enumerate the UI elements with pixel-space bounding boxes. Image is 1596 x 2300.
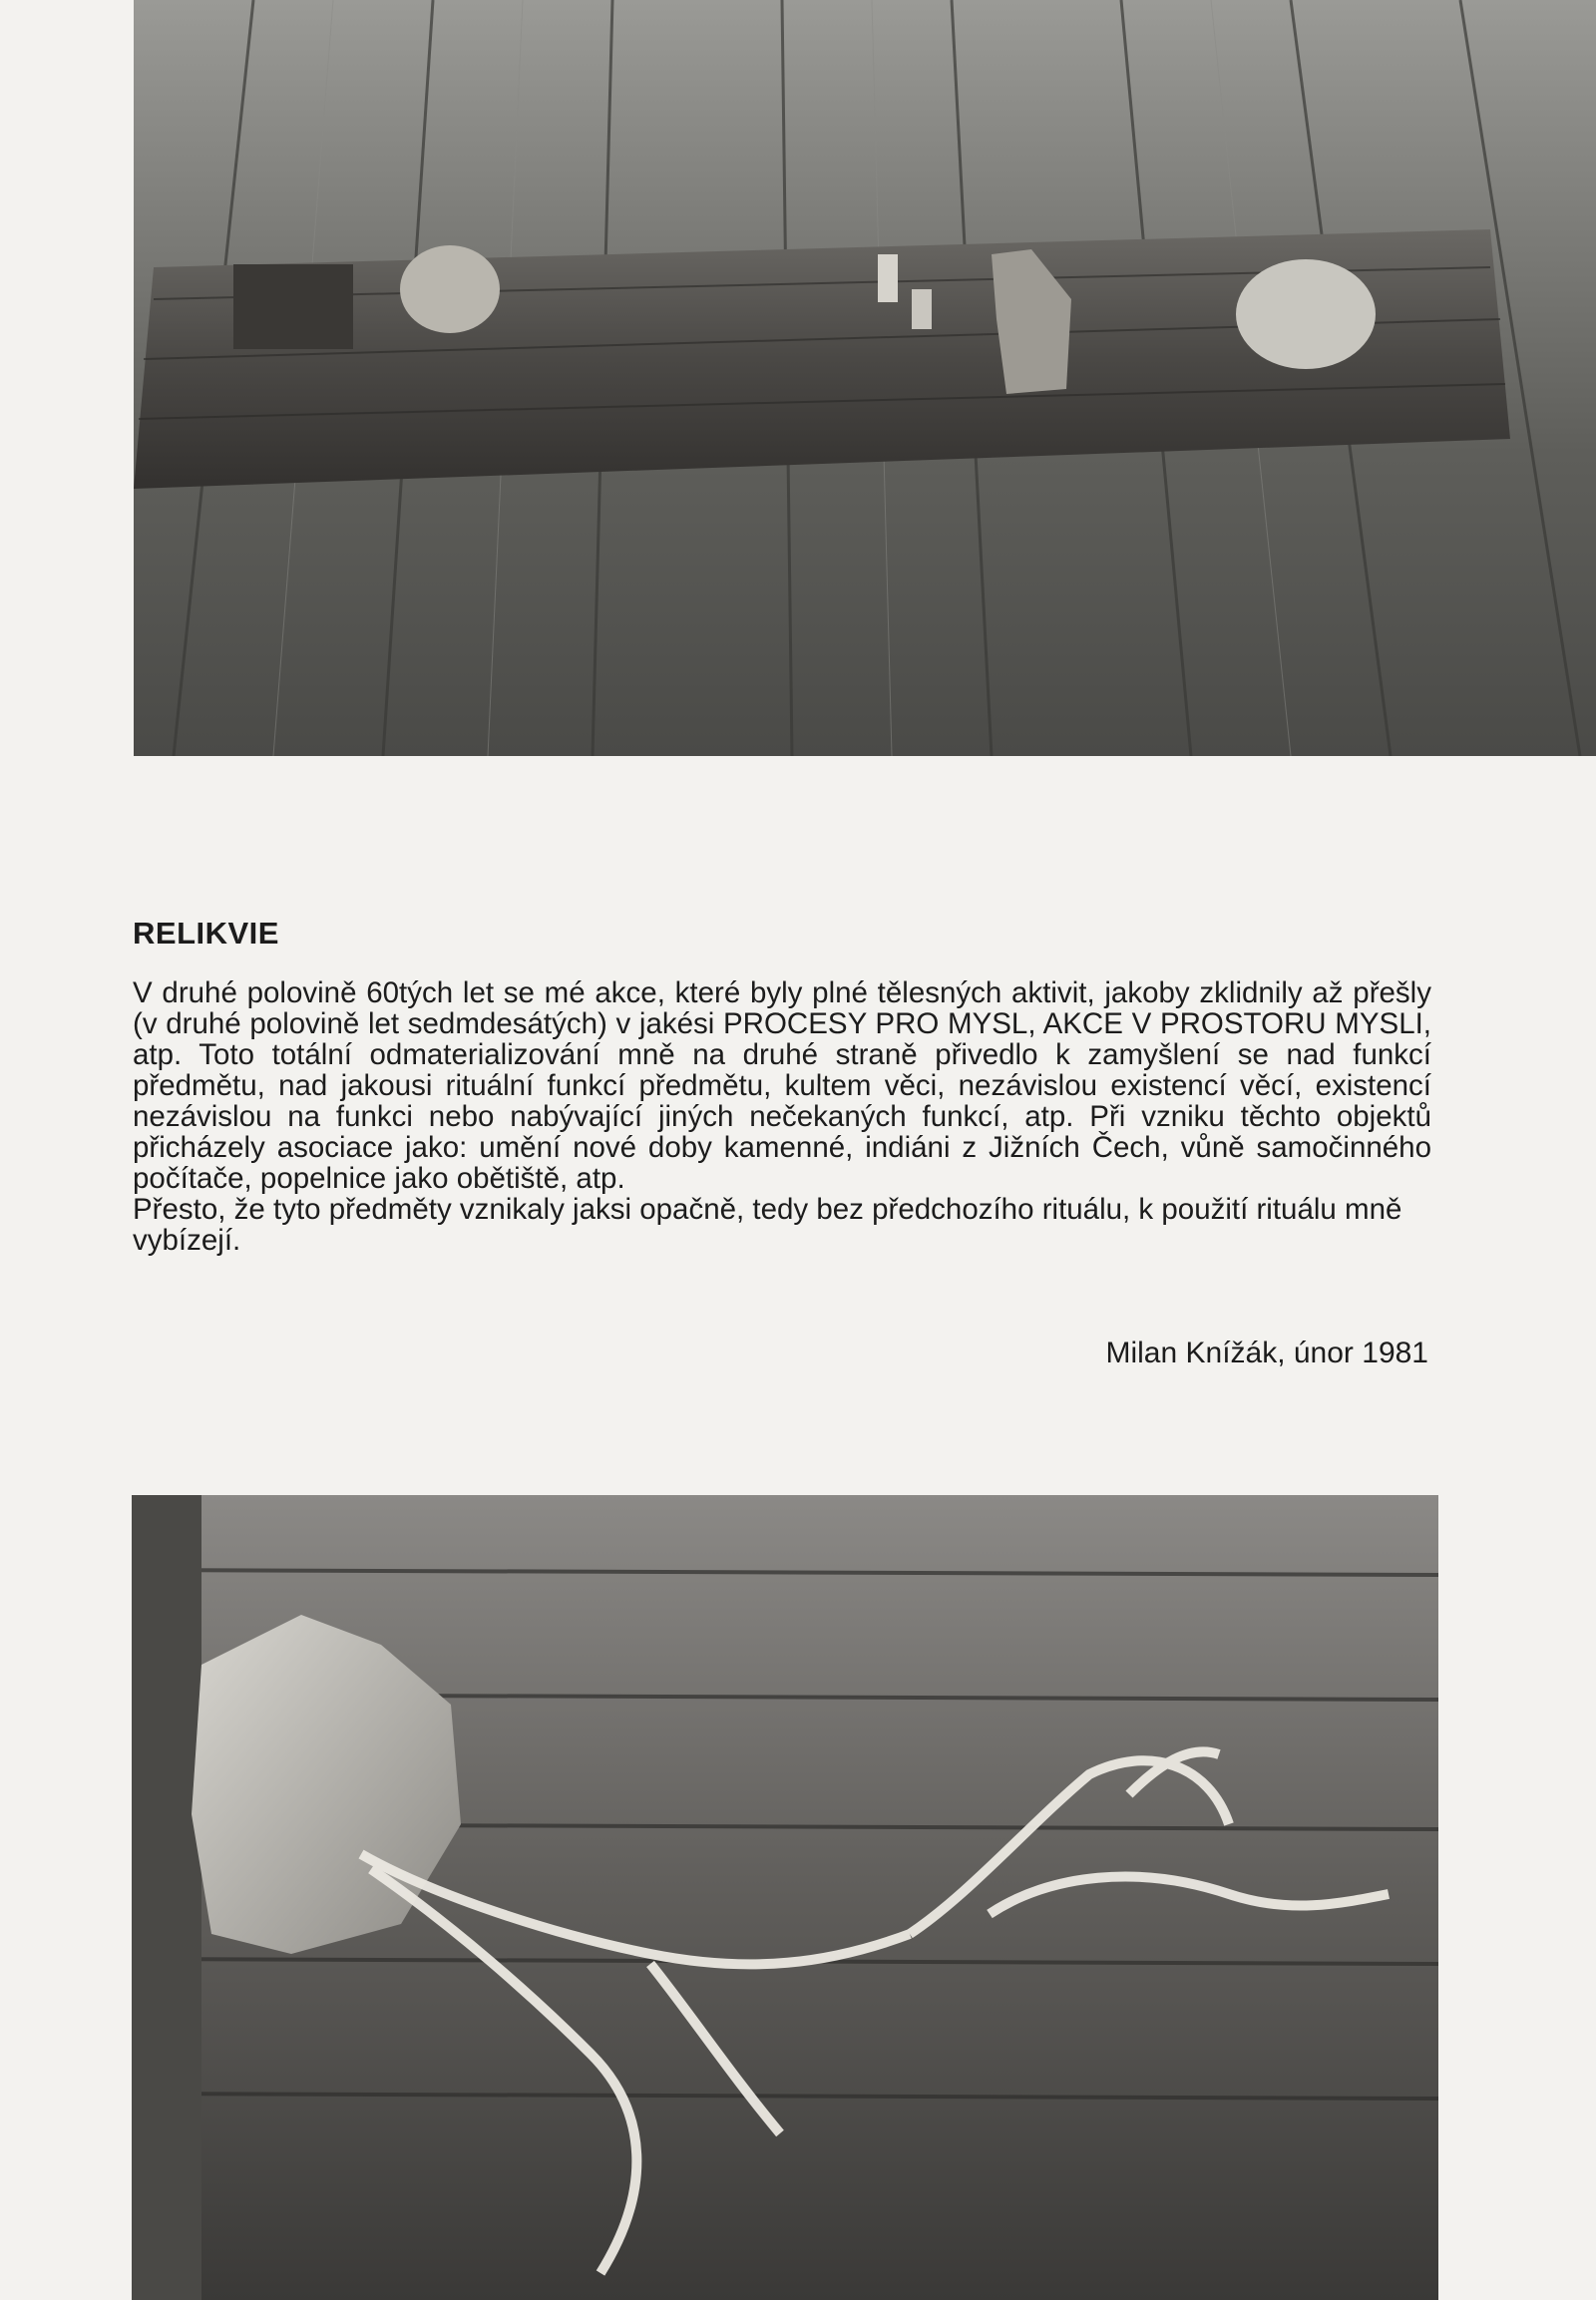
article-body bbox=[133, 977, 1431, 1256]
photo-stone-with-ribbons bbox=[132, 1495, 1438, 2300]
photo-plank-with-objects bbox=[134, 0, 1596, 756]
plank-photo-graphic bbox=[134, 0, 1596, 756]
article-paragraph: Přesto, že tyto předměty vznikaly jaksi opačně, tedy bez předchozího rituálu, k použití rituálu mně vybízejí. bbox=[133, 1193, 1402, 1257]
article-paragraph: V druhé polovině 60tých let se mé akce, které byly plné tělesných aktivit, jakoby zklidnily až přešly (v druhé polovině let sedmdesátých) v jakési PROCESY PRO MYSL, AKCE V PROSTORU MYSLI, atp. Toto totální odmaterializování mně na druhé straně přivedlo k zamyšlení se nad funkcí předmětu, nad jakousi rituální funkcí předmětu, kultem věci, nezávislou existencí věcí, existencí nezávislou na funkci nebo nabývající jiných nečekaných funkcí, atp. Při vzniku těchto objektů přicházely asociace jako: umění nové doby kamenné, indiáni z Jižních Čech, vůně samočinného počítače, popelnice jako obětiště, atp. bbox=[133, 976, 1431, 1195]
stone-photo-graphic bbox=[132, 1495, 1438, 2300]
author-signature: Milan Knížák, únor 1981 bbox=[1105, 1337, 1428, 1369]
article-title: RELIKVIE bbox=[133, 916, 279, 951]
